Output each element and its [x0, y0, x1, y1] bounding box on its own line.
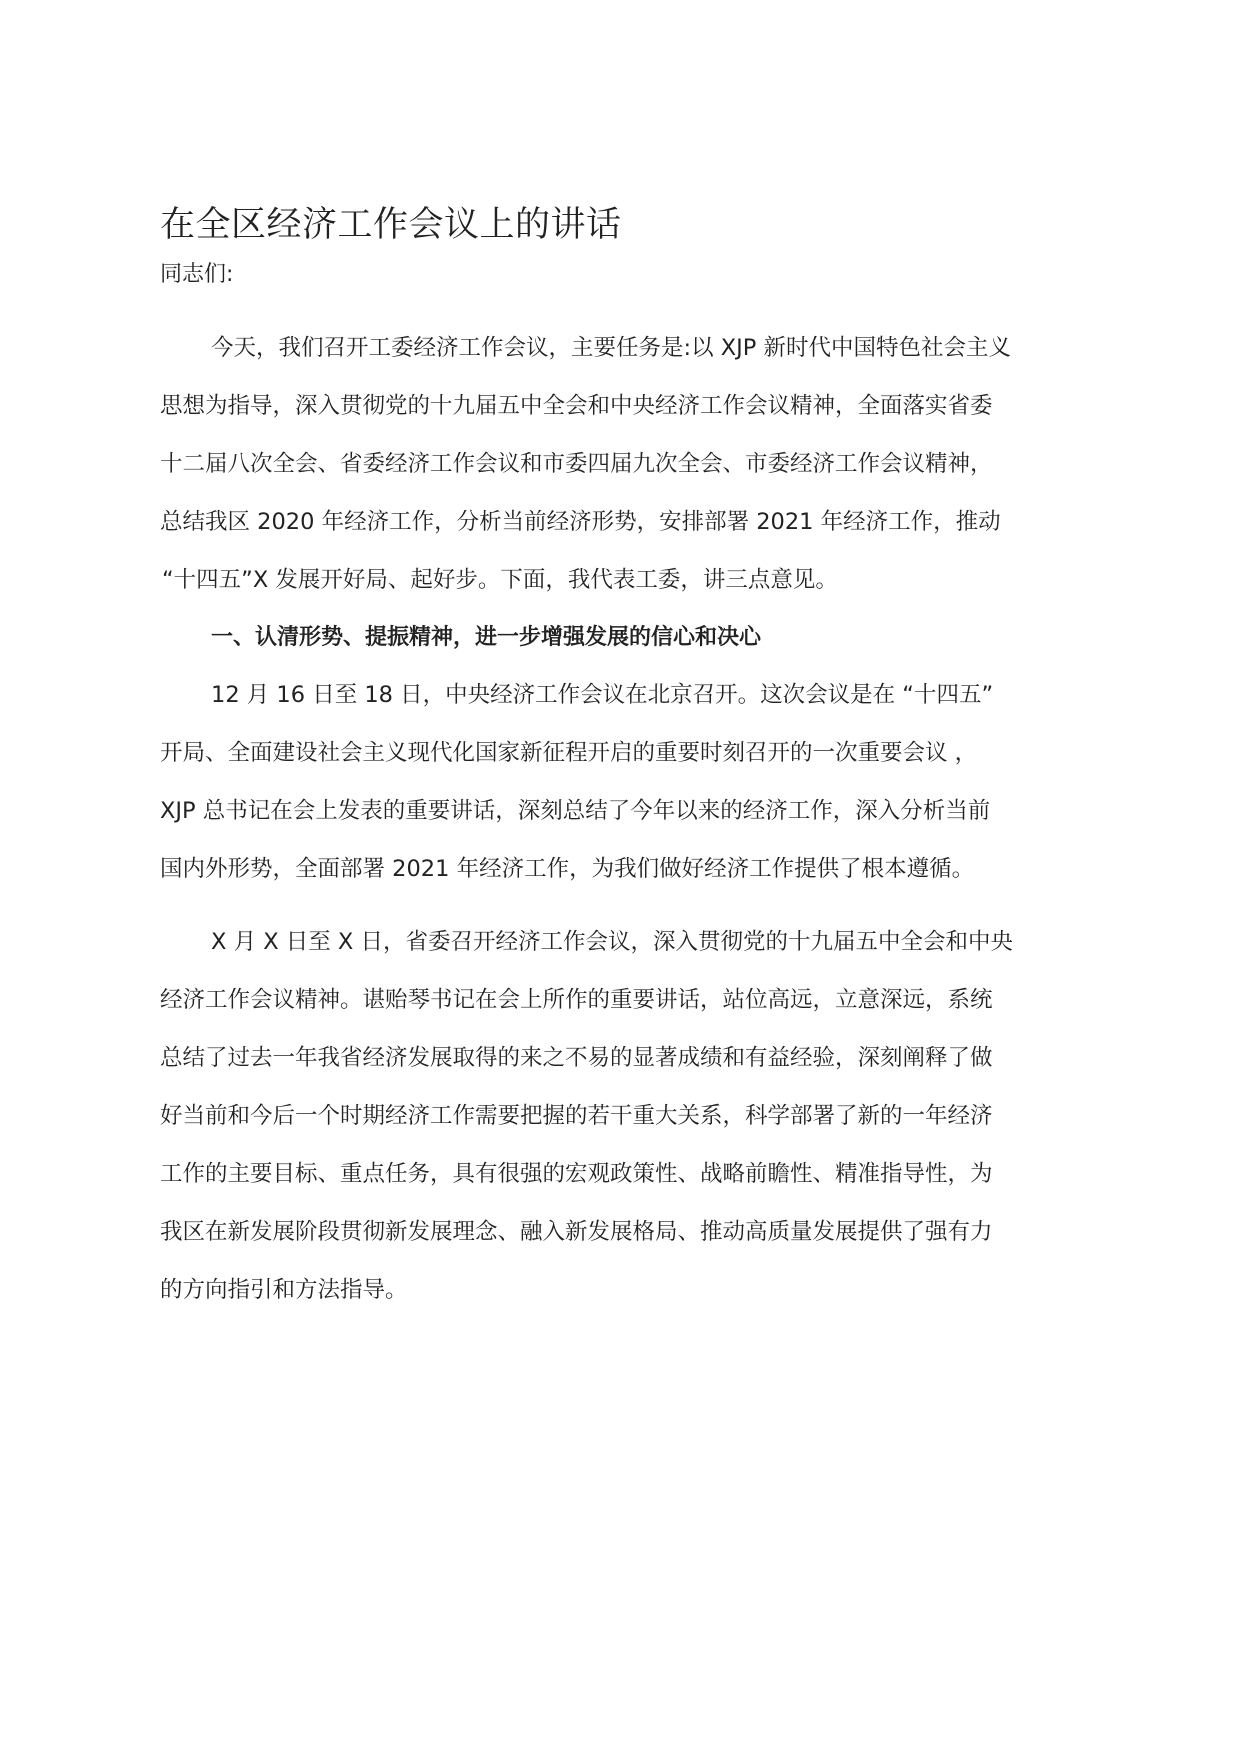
- paragraph-1-line-1: 今天，我们召开工委经济工作会议，主要任务是:以 XJP 新时代中国特色社会主义: [211, 335, 1012, 361]
- document-title: 在全区经济工作会议上的讲话: [160, 205, 622, 245]
- paragraph-2-line-3: XJP 总书记在会上发表的重要讲话，深刻总结了今年以来的经济工作，深入分析当前: [160, 798, 991, 824]
- paragraph-3-line-2: 经济工作会议精神。谌贻琴书记在会上所作的重要讲话，站位高远，立意深远，系统: [160, 987, 993, 1013]
- paragraph-1-line-2: 思想为指导，深入贯彻党的十九届五中全会和中央经济工作会议精神，全面落实省委: [160, 393, 993, 419]
- paragraph-2-line-1: 12 月 16 日至 18 日，中央经济工作会议在北京召开。这次会议是在 “十四五”: [211, 682, 994, 708]
- paragraph-1-line-4: 总结我区 2020 年经济工作，分析当前经济形势，安排部署 2021 年经济工作，推动: [160, 509, 1001, 535]
- paragraph-3-line-1: X 月 X 日至 X 日，省委召开经济工作会议，深入贯彻党的十九届五中全会和中央: [211, 929, 1014, 955]
- paragraph-2-line-2: 开局、全面建设社会主义现代化国家新征程开启的重要时刻召开的一次重要会议 ，: [160, 740, 978, 766]
- paragraph-3-line-5: 工作的主要目标、重点任务，具有很强的宏观政策性、战略前瞻性、精准指导性，为: [160, 1161, 993, 1187]
- paragraph-2-line-4: 国内外形势，全面部署 2021 年经济工作，为我们做好经济工作提供了根本遵循。: [160, 856, 975, 882]
- document-page: [160, 0, 1110, 1754]
- section-heading-1: 一、认清形势、提振精神，进一步增强发展的信心和决心: [211, 625, 762, 650]
- paragraph-3-line-6: 我区在新发展阶段贯彻新发展理念、融入新发展格局、推动高质量发展提供了强有力: [160, 1219, 993, 1245]
- paragraph-3-line-4: 好当前和今后一个时期经济工作需要把握的若干重大关系，科学部署了新的一年经济: [160, 1103, 993, 1129]
- paragraph-3-line-7: 的方向指引和方法指导。: [160, 1277, 408, 1303]
- paragraph-1-line-3: 十二届八次全会、省委经济工作会议和市委四届九次全会、市委经济工作会议精神，: [160, 451, 993, 477]
- paragraph-3-line-3: 总结了过去一年我省经济发展取得的来之不易的显著成绩和有益经验，深刻阐释了做: [160, 1045, 993, 1071]
- salutation: 同志们:: [160, 262, 234, 287]
- paragraph-1-line-5: “十四五”X 发展开好局、起好步。下面，我代表工委，讲三点意见。: [162, 567, 838, 593]
